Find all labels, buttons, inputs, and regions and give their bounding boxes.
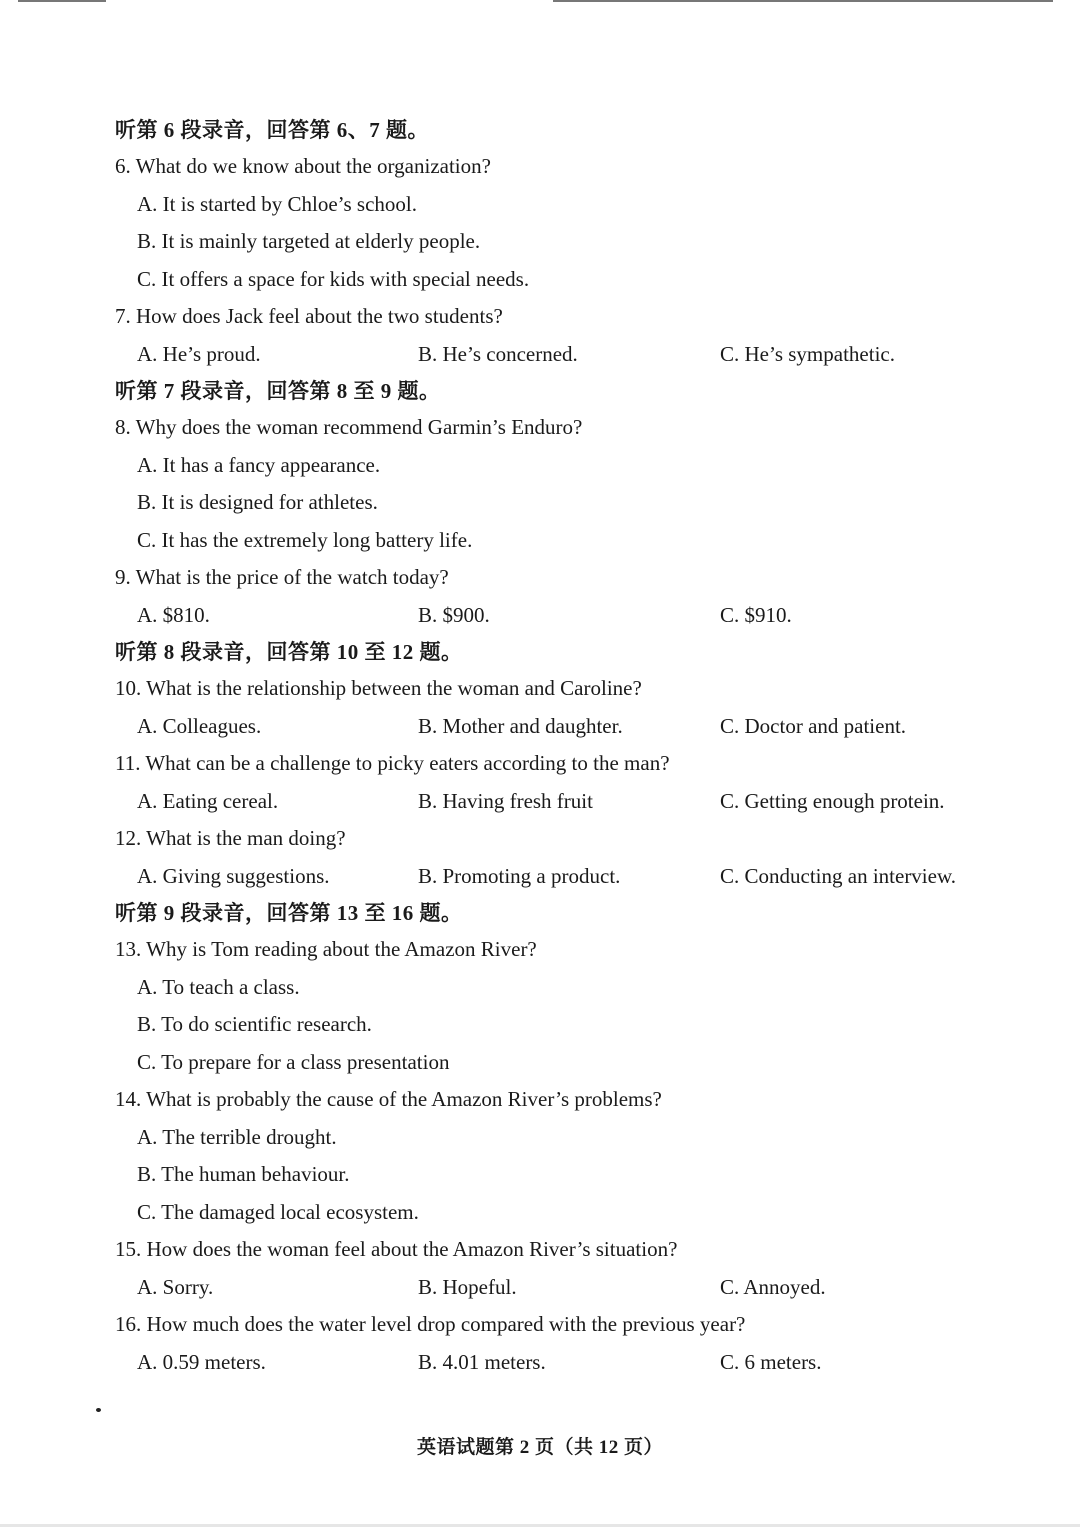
scan-edge-line: [18, 0, 106, 2]
answer-options-row: [115, 783, 975, 821]
question-stem: 14. What is probably the cause of the Amazon River’s problems?: [115, 1087, 662, 1111]
answer-option-b: B. Mother and daughter.: [418, 713, 623, 738]
answer-options-row: [115, 1344, 975, 1382]
answer-option-a: A. Sorry.: [137, 1274, 214, 1299]
answer-option-a: A. It is started by Chloe’s school.: [137, 191, 417, 216]
answer-option-c: C. He’s sympathetic.: [720, 341, 895, 366]
exam-page-content: [115, 112, 975, 1381]
answer-option-c: C. It offers a space for kids with special needs.: [137, 266, 530, 291]
question-stem: 13. Why is Tom reading about the Amazon River?: [115, 937, 537, 961]
answer-option-c: C. 6 meters.: [720, 1349, 822, 1374]
answer-option-c: C. Conducting an interview.: [720, 863, 957, 888]
answer-options-row: [115, 708, 975, 746]
question-stem: 7. How does Jack feel about the two students?: [115, 304, 503, 328]
answer-option-b: B. Having fresh fruit: [418, 788, 593, 813]
answer-option-b: B. $900.: [418, 602, 490, 627]
answer-option-a: A. He’s proud.: [137, 341, 261, 366]
answer-options-row: [115, 858, 975, 896]
question-stem: 6. What do we know about the organization?: [115, 154, 491, 178]
answer-option-a: A. 0.59 meters.: [137, 1349, 266, 1374]
answer-option-a: A. $810.: [137, 602, 210, 627]
answer-option-b: B. The human behaviour.: [137, 1162, 350, 1186]
answer-option-b: B. It is mainly targeted at elderly people.: [137, 229, 481, 253]
section-heading: 听第 8 段录音，回答第 10 至 12 题。: [115, 640, 463, 664]
answer-option-a: A. Giving suggestions.: [137, 863, 330, 888]
answer-options-row: [115, 336, 975, 374]
question-stem: 10. What is the relationship between the woman and Caroline?: [115, 676, 642, 700]
answer-option-b: B. Hopeful.: [418, 1274, 517, 1299]
answer-options-row: [115, 1269, 975, 1307]
answer-option-b: B. Promoting a product.: [418, 863, 621, 888]
answer-option-c: C. The damaged local ecosystem.: [137, 1199, 419, 1224]
section-heading: 听第 6 段录音，回答第 6、7 题。: [115, 118, 429, 142]
scan-edge-line: [553, 0, 1053, 2]
section-heading: 听第 9 段录音，回答第 13 至 16 题。: [115, 901, 463, 925]
answer-option-c: C. $910.: [720, 602, 792, 627]
page-footer: 英语试题第 2 页（共 12 页）: [416, 1437, 663, 1458]
answer-option-b: B. He’s concerned.: [418, 341, 578, 366]
question-stem: 9. What is the price of the watch today?: [115, 565, 449, 589]
answer-option-c: C. It has the extremely long battery life.: [137, 527, 473, 552]
answer-option-c: C. Getting enough protein.: [720, 788, 945, 813]
answer-option-b: B. To do scientific research.: [137, 1012, 372, 1036]
answer-option-b: B. 4.01 meters.: [418, 1349, 546, 1374]
question-stem: 16. How much does the water level drop compared with the previous year?: [115, 1312, 746, 1336]
answer-options-row: [115, 597, 975, 635]
answer-option-c: C. To prepare for a class presentation: [137, 1049, 450, 1074]
answer-option-a: A. The terrible drought.: [137, 1124, 337, 1149]
answer-option-a: A. Colleagues.: [137, 713, 262, 738]
question-stem: 15. How does the woman feel about the Amazon River’s situation?: [115, 1237, 678, 1261]
section-heading: 听第 7 段录音，回答第 8 至 9 题。: [115, 379, 441, 403]
answer-option-a: A. It has a fancy appearance.: [137, 452, 381, 477]
question-stem: 8. Why does the woman recommend Garmin’s Enduro?: [115, 415, 583, 439]
question-stem: 12. What is the man doing?: [115, 826, 346, 850]
scan-speck: [96, 1408, 101, 1412]
answer-option-c: C. Annoyed.: [720, 1274, 826, 1299]
answer-option-b: B. It is designed for athletes.: [137, 490, 378, 514]
question-stem: 11. What can be a challenge to picky eaters according to the man?: [115, 751, 670, 775]
answer-option-c: C. Doctor and patient.: [720, 713, 907, 738]
answer-option-a: A. To teach a class.: [137, 974, 300, 999]
answer-option-a: A. Eating cereal.: [137, 788, 279, 813]
